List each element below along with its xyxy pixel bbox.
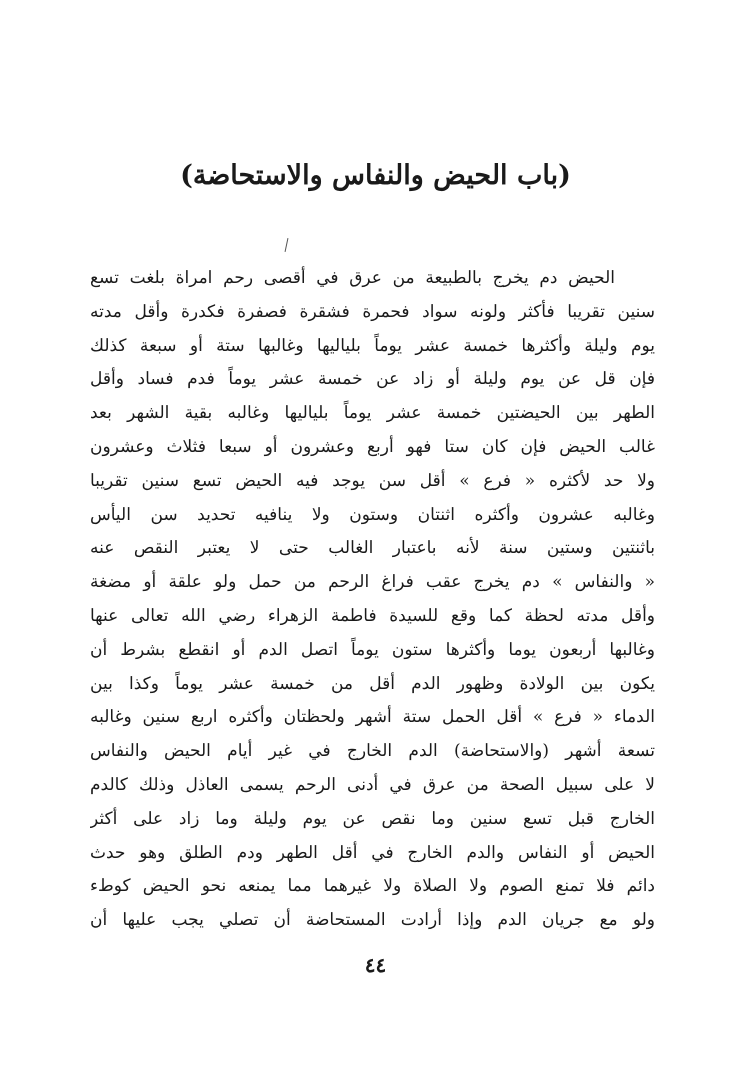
text-line: يكون بين الولادة وظهور الدم أقل من خمسة عشر يوماً وكذا بين	[90, 673, 655, 694]
page-number: ٤٤	[364, 953, 387, 977]
stray-ink-mark	[285, 238, 289, 252]
text-line: دائم فلا تمنع الصوم ولا الصلاة ولا غيرهما مما يمنعه نحو الحيض كوطء	[90, 876, 655, 897]
text-line: الخارج قبل تسع سنين وما نقص عن يوم وليلة وما زاد على أكثر	[90, 808, 655, 829]
text-line: سنين تقريبا فأكثر ولونه سواد فحمرة فشقرة فصفرة فكدرة وأقل مدته	[90, 301, 655, 322]
text-line: باثنتين وستين سنة لأنه باعتبار الغالب حتى لا يعتبر النقص عنه	[90, 538, 655, 559]
text-line: لا على سبيل الصحة من عرق في أدنى الرحم يسمى العاذل وذلك كالدم	[90, 774, 655, 795]
text-line: الحيض دم يخرج بالطبيعة من عرق في أقصى رحم امراة بلغت تسع	[90, 268, 615, 288]
text-line: وغالبها أربعون يوما وأكثرها ستون يوماً اتصل الدم أو انقطع بشرط أن	[90, 639, 655, 660]
chapter-title: (باب الحيض والنفاس والاستحاضة)	[180, 160, 571, 191]
text-line: ولو مع جريان الدم وإذا أرادت المستحاضة أن تصلي يجب عليها أن	[90, 910, 655, 931]
text-line: يوم وليلة وأكثرها خمسة عشر يوماً بلياليها وغالبها ستة أو سبعة كذلك	[90, 335, 655, 356]
text-line: الطهر بين الحيضتين خمسة عشر يوماً بلياليها وغالبه بقية الشهر بعد	[90, 403, 655, 424]
text-line: فإن قل عن يوم وليلة أو زاد عن خمسة عشر يوماً فدم فساد وأقل	[90, 369, 655, 390]
text-line: الدماء « فرع » أقل الحمل ستة أشهر ولحظتان وأكثره اربع سنين وغالبه	[90, 707, 655, 728]
body-text	[90, 262, 655, 938]
text-line: وغالبه عشرون وأكثره اثنتان وستون ولا ينافيه تحديد سن اليأس	[90, 504, 655, 525]
text-line: الحيض أو النفاس والدم الخارج في أقل الطهر ودم الطلق وهو حدث	[90, 842, 655, 863]
text-line: تسعة أشهر (والاستحاضة) الدم الخارج في غير أيام الحيض والنفاس	[90, 741, 655, 762]
text-line: ولا حد لأكثره « فرع » أقل سن يوجد فيه الحيض تسع سنين تقريبا	[90, 470, 655, 491]
text-line: غالب الحيض فإن كان ستا فهو أربع وعشرون أو سبعا فثلاث وعشرون	[90, 436, 655, 457]
text-line: وأقل مدته لحظة كما وقع للسيدة فاطمة الزهراء رضي الله تعالى عنها	[90, 605, 655, 626]
text-line: « والنفاس » دم يخرج عقب فراغ الرحم من حمل ولو علقة أو مضغة	[90, 572, 655, 593]
